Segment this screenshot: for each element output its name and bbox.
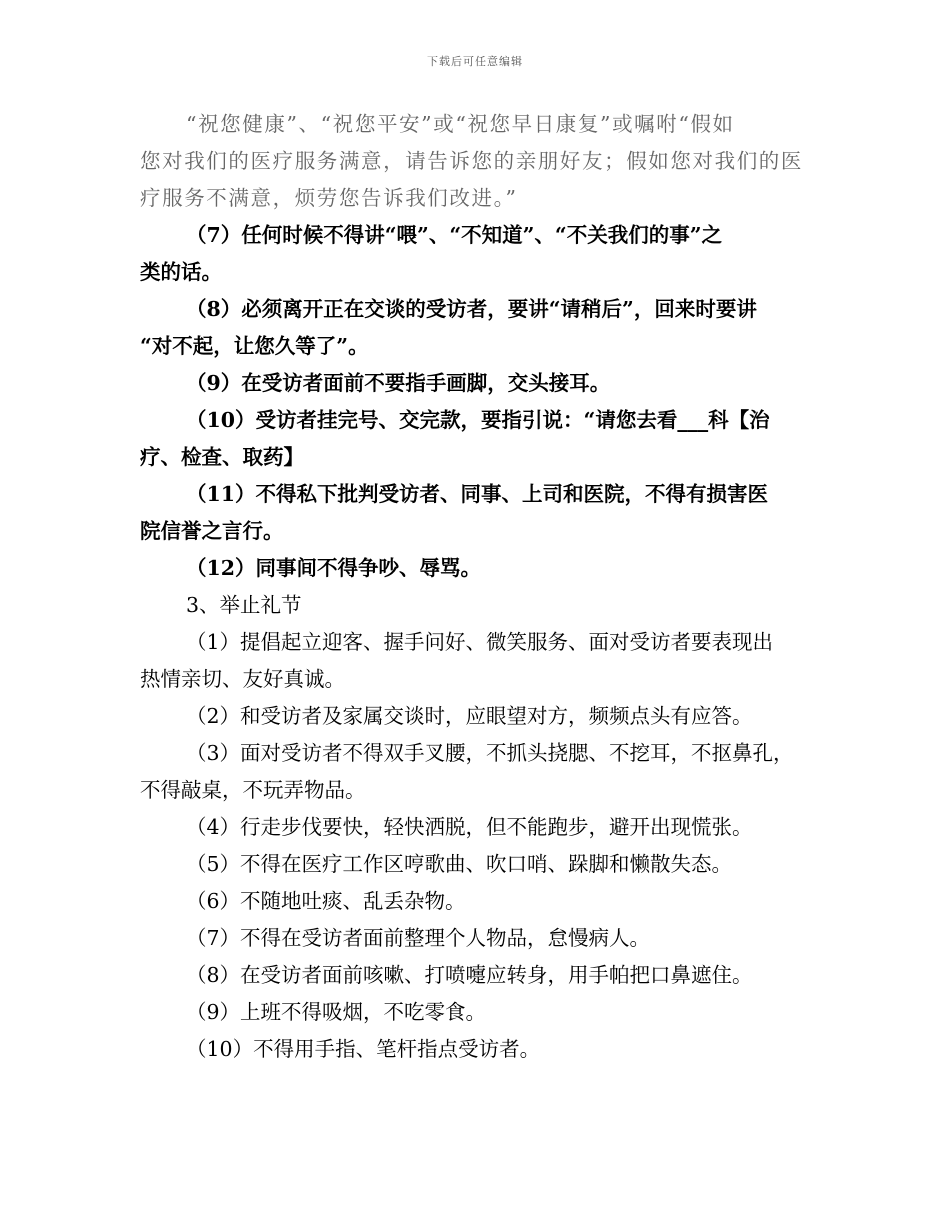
text-line: 疗、检查、取药】 [140, 445, 304, 469]
text-line: （11）不得私下批判受访者、同事、上司和医院，不得有损害医 [186, 482, 769, 506]
text-line: （10）受访者挂完号、交完款，要指引说：“请您去看___科【治 [186, 408, 770, 432]
text-line: （5）不得在医疗工作区哼歌曲、吹口哨、跺脚和懒散失态。 [186, 852, 733, 876]
text-line: （3）面对受访者不得双手叉腰，不抓头挠腮、不挖耳，不抠鼻孔， [186, 741, 794, 765]
text-line: （7）不得在受访者面前整理个人物品，怠慢病人。 [186, 926, 651, 950]
text-line: （9）上班不得吸烟，不吃零食。 [186, 1000, 487, 1024]
text-line: 院信誉之言行。 [140, 519, 284, 543]
text-line: 不得敲桌，不玩弄物品。 [140, 778, 366, 802]
text-line: “对不起，让您久等了”。 [140, 334, 369, 358]
text-line: （8）在受访者面前咳嗽、打喷嚏应转身，用手帕把口鼻遮住。 [186, 963, 753, 987]
text-line: （7）任何时候不得讲“喂”、“不知道”、“不关我们的事”之 [186, 223, 723, 247]
text-line: （9）在受访者面前不要指手画脚，交头接耳。 [186, 371, 611, 395]
text-line: （8）必须离开正在交谈的受访者，要讲“请稍后”，回来时要讲 [186, 297, 757, 321]
text-line: 疗服务不满意，烦劳您告诉我们改进。” [140, 186, 518, 210]
text-line: （6）不随地吐痰、乱丢杂物。 [186, 889, 466, 913]
text-line: （2）和受访者及家属交谈时，应眼望对方，频频点头有应答。 [186, 704, 753, 728]
text-line: “祝您健康”、“祝您平安”或“祝您早日康复”或嘱咐“假如 [186, 112, 735, 136]
text-line: （4）行走步伐要快，轻快洒脱，但不能跑步，避开出现慌张。 [186, 815, 753, 839]
text-line: （1）提倡起立迎客、握手问好、微笑服务、面对受访者要表现出 [186, 630, 774, 654]
text-line: 您对我们的医疗服务满意，请告诉您的亲朋好友；假如您对我们的医 [140, 149, 803, 173]
text-line: （10）不得用手指、笔杆指点受访者。 [186, 1037, 541, 1061]
text-line: 热情亲切、友好真诚。 [140, 667, 345, 691]
text-line: 类的话。 [140, 260, 222, 284]
page-header: 下载后可任意编辑 [427, 55, 523, 68]
text-line: （12）同事间不得争吵、辱骂。 [186, 556, 482, 580]
text-line: 3、举止礼节 [186, 593, 302, 617]
document-body [140, 106, 816, 1068]
